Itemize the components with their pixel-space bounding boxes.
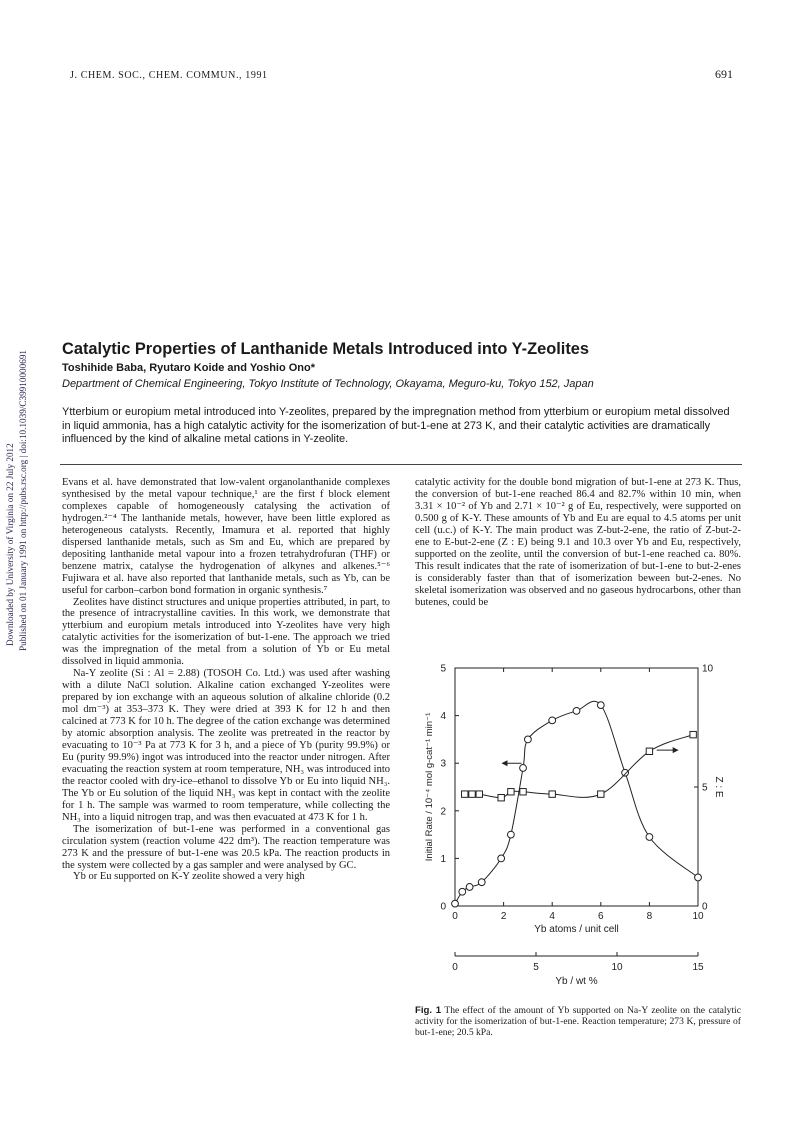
x-axis-label: Yb atoms / unit cell [534, 924, 619, 935]
paragraph: Na-Y zeolite (Si : Al = 2.88) (TOSOH Co. Ltd.) was used after washing with a dilute NaCl solution. Alkaline cation exchanged Y-zeolites were prepared by ion exchange with an aqueous solution of alkaline chloride (0.2 mol dm⁻³) at 353–373 K. They were dried at 393 K for 12 h and then calcined at 773 K for 10 h. The degree of the cation exchange was determined by atomic absorption analysis. The zeolite was pretreated in the reactor by evacuating to 10⁻³ Pa at 773 K for 3 h, and a piece of Yb (purity 99.9%) or Eu (purity 99.9%) ingot was introduced into the reactor under nitrogen. After evacuating the reaction system at room temperature, NH₃ was introduced into the reactor cooled with dry-ice–ethanol to dissolve Yb or Eu into liquid NH₃. The Yb or Eu solution of the liquid NH₃ was kept in contact with the zeolite for 1 h. The sample was warmed to room temperature, while collecting the NH₃ into a liquid nitrogen trap, and was then evacuated at 473 K for 1 h. [62, 668, 390, 823]
caption-label: Fig. 1 [415, 1005, 442, 1016]
x2-tick-label: 5 [533, 962, 539, 973]
data-point-square [549, 791, 555, 797]
data-point-circle [622, 769, 629, 776]
data-point-square [508, 789, 514, 795]
data-point-square [598, 791, 604, 797]
y-tick-label: 1 [440, 853, 446, 865]
data-point-square [646, 748, 652, 754]
y-tick-label: 3 [440, 758, 446, 770]
y-tick-label: 4 [440, 711, 446, 723]
publication-note[interactable]: Published on 01 January 1991 on http://pubs.rsc.org | doi:10.1039/C39910000691 [18, 349, 28, 651]
y-right-axis-label: Z : E [713, 776, 724, 798]
x2-axis-label: Yb / wt % [555, 976, 598, 987]
x-tick-label: 6 [598, 911, 604, 922]
data-point-circle [549, 717, 556, 724]
download-note: Downloaded by University of Virginia on 22 July 2012 [5, 443, 15, 646]
plot-frame [455, 668, 698, 906]
x-tick-label: 0 [452, 911, 458, 922]
x-tick-label: 4 [549, 911, 555, 922]
x-tick-label: 8 [646, 911, 653, 922]
figure-1-chart [412, 660, 742, 1000]
arrow-left-head [501, 760, 507, 766]
paragraph: Zeolites have distinct structures and unique properties attributed, in part, to the presence of intracrystalline cavities. In this work, we demonstrate that ytterbium and europium metals introduced into Y-zeolites have very high catalytic activities for the isomerization of but-1-ene. The approach we tried was the impregnation of the metal from a solution of Yb or Eu metal dissolved in liquid ammonia. [62, 596, 390, 668]
paragraph: Yb or Eu supported on K-Y zeolite showed a very high [73, 871, 305, 883]
x2-tick-label: 10 [611, 962, 623, 973]
data-point-square [520, 789, 526, 795]
data-point-circle [507, 831, 514, 838]
author-list: Toshihide Baba, Ryutaro Koide and Yoshio Ono* [62, 362, 316, 374]
data-point-square [462, 791, 468, 797]
data-point-circle [520, 765, 527, 772]
figure-caption [415, 1005, 741, 1038]
article-title: Catalytic Properties of Lanthanide Metals Introduced into Y-Zeolites [62, 340, 590, 358]
data-point-circle [498, 855, 505, 862]
x-tick-label: 2 [500, 911, 507, 922]
series-line-2 [465, 735, 693, 798]
y-tick-label: 5 [440, 663, 446, 675]
y-right-tick-label: 10 [702, 663, 714, 675]
data-point-square [690, 731, 696, 737]
x2-tick-label: 15 [692, 962, 704, 973]
data-point-circle [452, 900, 459, 907]
data-point-circle [466, 884, 473, 891]
download-sidebar [3, 296, 31, 656]
abstract: Ytterbium or europium metal introduced into Y-zeolites, prepared by the impregnation method from ytterbium or europium metal dissolved in liquid ammonia, has a high catalytic activity for the isomerization of but-1-ene at 273 K, and their catalytic activities are dramatically influenced by the kind of alkaline metal cations in Y-zeolite. [62, 406, 730, 446]
data-point-square [469, 791, 475, 797]
series-line-1 [455, 701, 698, 903]
page-number: 691 [715, 67, 733, 81]
abstract-divider [60, 464, 742, 465]
data-point-circle [573, 707, 580, 714]
y-tick-label: 0 [440, 901, 446, 913]
x-tick-label: 10 [692, 911, 704, 922]
body-column-right [415, 477, 741, 608]
x2-tick-label: 0 [452, 962, 458, 973]
data-point-circle [695, 874, 702, 881]
data-point-circle [478, 879, 485, 886]
y-tick-label: 2 [440, 806, 446, 818]
data-point-square [498, 795, 504, 801]
affiliation: Department of Chemical Engineering, Tokyo Institute of Technology, Okayama, Meguro-ku, Tokyo 152, Japan [62, 378, 594, 390]
y-axis-label: Initial Rate / 10⁻⁴ mol g-cat⁻¹ min⁻¹ [424, 712, 435, 862]
paragraph: The isomerization of but-1-ene was performed in a conventional gas circulation system (reaction volume 422 dm³). The reaction temperature was 273 K and the pressure of but-1-ene was 20.5 kPa. The reaction products in the system were collected by a gas sampler and were analysed by GC. [62, 823, 390, 871]
y-right-tick-label: 0 [702, 901, 708, 913]
data-point-circle [525, 736, 532, 743]
paragraph: catalytic activity for the double bond migration of but-1-ene at 273 K. Thus, the conversion of but-1-ene reached 86.4 and 82.7% within 10 min, when 3.31 × 10⁻² of Yb and 2.71 × 10⁻² g of Eu, respectively, were supported on 0.500 g of K-Y. These amounts of Yb and Eu are equal to 4.5 atoms per unit cell (u.c.) of K-Y. The main product was Z-but-2-ene, the ratio of Z-but-2-ene to E-but-2-ene (Z : E) being 9.1 and 10.3 over Yb and Eu, respectively, supported on the zeolite, until the conversion of but-1-ene reached ca. 80%. This result indicates that the rate of isomerization of but-1-ene to but-2-enes is considerably faster than that of isomerization beween but-2-enes. No skeletal isomerization was observed and no gaseous hydrocarbons, other than butenes, could be [415, 477, 741, 608]
data-point-circle [646, 834, 653, 841]
body-column-left [62, 477, 390, 883]
arrow-right-head [673, 747, 679, 753]
paragraph: Evans et al. have demonstrated that low-valent organolanthanide complexes synthesised by the metal vapour technique,¹ are the first f block element complexes capable of homogeneously catalysing the activation of hydrogen.²⁻⁴ The lanthanide metals, however, have been little explored as heterogeneous catalysts. Recently, Imamura et al. reported that highly dispersed lanthanide metals, such as Sm and Eu, which are prepared by depositing lanthanide metal vapour into a frozen tetrahydrofuran (THF) or benzene matrix, catalyse the hydrogenation of alkynes and alkenes.⁵⁻⁶ Fujiwara et al. have also reported that lanthanide metals, such as Yb, can be useful for carbon–carbon bond formation in organic synthesis.⁷ [62, 477, 390, 596]
y-right-tick-label: 5 [702, 782, 708, 794]
running-header: J. CHEM. SOC., CHEM. COMMUN., 1991 [70, 70, 268, 81]
caption-text: The effect of the amount of Yb supported on Na-Y zeolite on the catalytic activity for the isomerization of but-1-ene. Reaction temperature; 273 K, pressure of but-1-ene; 20.5 kPa. [415, 1005, 741, 1038]
data-point-square [476, 791, 482, 797]
data-point-circle [597, 702, 604, 709]
data-point-circle [459, 888, 466, 895]
